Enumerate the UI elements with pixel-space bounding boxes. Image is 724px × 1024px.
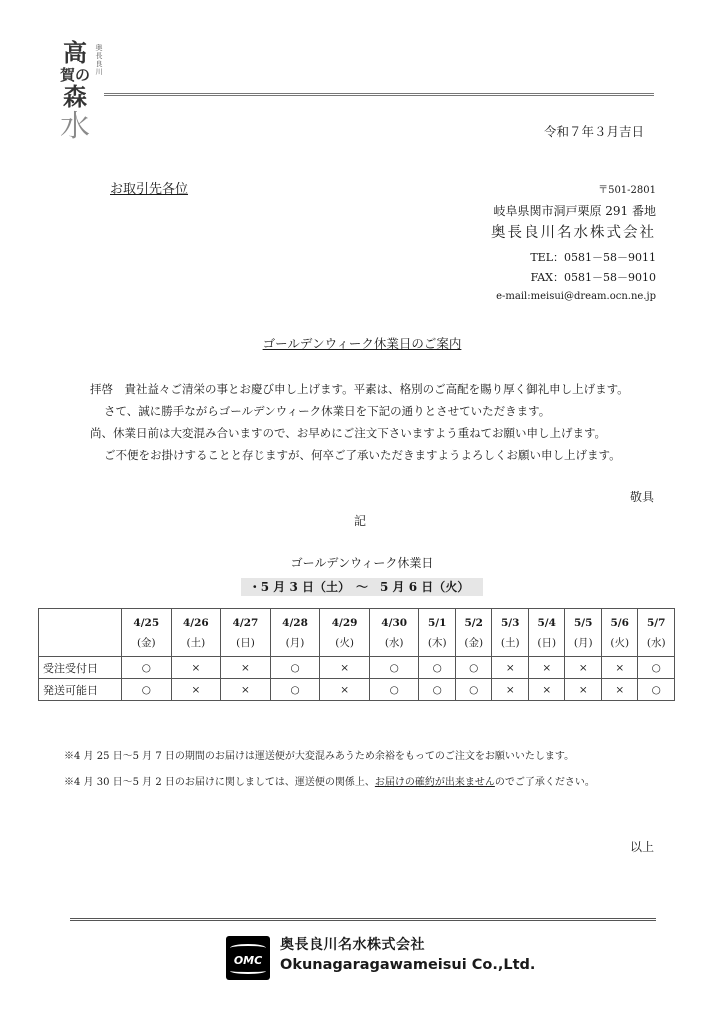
weekday-label: (木) xyxy=(427,636,447,649)
note-2-underlined: お届けの確約が出来ません xyxy=(374,777,495,788)
status-cell: × xyxy=(492,657,529,679)
logo-mark xyxy=(58,40,92,144)
sender-fax: FAX：0581－58－9010 xyxy=(530,270,656,284)
status-cell: × xyxy=(601,679,638,701)
status-cell: × xyxy=(601,657,638,679)
weekday-label: (土) xyxy=(186,636,206,649)
date-label: 4/30 xyxy=(381,616,408,629)
status-cell: ○ xyxy=(369,679,419,701)
weekday-label: (日) xyxy=(236,636,255,649)
status-cell: × xyxy=(221,657,271,679)
date-label: 4/25 xyxy=(133,616,160,629)
top-divider xyxy=(104,93,654,96)
weekday-label: (月) xyxy=(285,636,305,649)
table-corner-cell xyxy=(39,609,122,657)
weekday-label: (土) xyxy=(500,636,520,649)
weekday-label: (金) xyxy=(464,636,484,649)
status-cell: ○ xyxy=(419,679,456,701)
logo-wave-bottom xyxy=(230,968,266,974)
date-header xyxy=(369,609,419,657)
letter-subject xyxy=(0,334,724,352)
date-header xyxy=(419,609,456,657)
note-2 xyxy=(64,770,595,796)
omc-logo-text: OMC xyxy=(233,954,263,967)
logo-char-2: 賀の xyxy=(59,66,90,84)
sender-company: 奥長良川名水株式会社 xyxy=(491,225,656,241)
note-2-post: のでご了承ください。 xyxy=(494,777,595,788)
status-cell: × xyxy=(528,679,565,701)
status-cell: ○ xyxy=(638,679,675,701)
logo-char-4: 水 xyxy=(60,109,90,144)
status-cell: × xyxy=(171,679,221,701)
body-paragraph-4: ご不便をお掛けすることと存じますが、何卒ご了承いただきますようよろしくお願い申し上げます。 xyxy=(104,448,621,462)
holiday-title: ゴールデンウィーク休業日 xyxy=(290,556,434,570)
date-header xyxy=(492,609,529,657)
omc-logo xyxy=(226,936,270,980)
status-cell: ○ xyxy=(455,679,492,701)
body-paragraph-1: 拝啓 貴社益々ご清栄の事とお慶び申し上げます。平素は、格別のご高配を賜り厚く御礼申し上げます。 xyxy=(90,382,629,396)
logo-small-text: 奥長良川 xyxy=(95,44,103,76)
weekday-label: (火) xyxy=(335,636,354,649)
weekday-label: (水) xyxy=(384,636,404,649)
date-label: 4/26 xyxy=(182,616,209,629)
schedule-table xyxy=(38,608,675,701)
date-header xyxy=(320,609,370,657)
letter-date: 令和７年３月吉日 xyxy=(543,124,644,139)
status-cell: × xyxy=(320,679,370,701)
date-header xyxy=(171,609,221,657)
note-2-pre: ※4 月 30 日～5 月 2 日のお届けに関しましては、運送便の関係上、 xyxy=(64,777,375,788)
date-label: 4/29 xyxy=(331,616,358,629)
body-paragraph-3: 尚、休業日前は大変混み合いますので、お早めにご注文下さいますよう重ねてお願い申し上げます。 xyxy=(90,426,607,440)
date-header xyxy=(455,609,492,657)
letter-subject-text: ゴールデンウィーク休業日のご案内 xyxy=(262,336,462,351)
weekday-label: (水) xyxy=(646,636,666,649)
status-cell: ○ xyxy=(369,657,419,679)
letter-body xyxy=(90,378,670,466)
status-cell: ○ xyxy=(270,679,320,701)
logo-char-1: 高 xyxy=(63,38,87,67)
sender-postal: 〒501-2801 xyxy=(598,185,656,196)
date-label: 5/7 xyxy=(647,616,666,629)
letter-recipient: お取引先各位 xyxy=(110,182,189,197)
date-label: 5/6 xyxy=(610,616,629,629)
status-cell: × xyxy=(565,679,602,701)
weekday-label: (日) xyxy=(537,636,557,649)
date-label: 4/28 xyxy=(282,616,308,629)
company-logo xyxy=(58,38,103,144)
footer-company-jp: 奥長良川名水株式会社 xyxy=(280,937,425,953)
table-row-shipping xyxy=(39,679,675,701)
date-header xyxy=(528,609,565,657)
status-cell: ○ xyxy=(122,657,172,679)
sender-address: 岐阜県関市洞戸栗原 291 番地 xyxy=(493,204,656,218)
date-label: 5/5 xyxy=(573,616,593,629)
table-header-row xyxy=(39,609,675,657)
note-1: ※4 月 25 日～5 月 7 日の期間のお届けは運送便が大変混みあうため余裕をもってのご注文をお願いいたします。 xyxy=(64,751,575,762)
date-label: 5/3 xyxy=(500,616,520,629)
date-header xyxy=(122,609,172,657)
status-cell: ○ xyxy=(419,657,456,679)
weekday-label: (金) xyxy=(136,636,156,649)
date-header xyxy=(221,609,271,657)
status-cell: × xyxy=(492,679,529,701)
bottom-divider xyxy=(70,918,656,921)
date-label: 5/4 xyxy=(537,616,556,629)
sender-block xyxy=(491,186,656,311)
date-label: 5/1 xyxy=(427,616,447,629)
status-cell: × xyxy=(528,657,565,679)
closing-ijo: 以上 xyxy=(629,840,654,854)
holiday-range xyxy=(0,578,724,595)
date-header xyxy=(270,609,320,657)
date-label: 5/2 xyxy=(464,616,483,629)
weekday-label: (火) xyxy=(610,636,630,649)
ki-mark: 記 xyxy=(354,514,367,528)
date-header xyxy=(638,609,675,657)
status-cell: ○ xyxy=(270,657,320,679)
status-cell: ○ xyxy=(638,657,675,679)
closing-keigu: 敬具 xyxy=(629,490,654,504)
status-cell: × xyxy=(171,657,221,679)
date-header xyxy=(565,609,602,657)
weekday-label: (月) xyxy=(573,636,593,649)
logo-char-3: 森 xyxy=(63,82,87,111)
status-cell: ○ xyxy=(455,657,492,679)
status-cell: × xyxy=(320,657,370,679)
notes-block xyxy=(64,744,595,796)
body-paragraph-2: さて、誠に勝手ながらゴールデンウィーク休業日を下記の通りとさせていただきます。 xyxy=(104,404,551,418)
date-label: 4/27 xyxy=(232,616,259,629)
logo-wave-top xyxy=(230,944,266,952)
sender-email: e-mail:meisui@dream.ocn.ne.jp xyxy=(496,290,656,302)
status-cell: ○ xyxy=(122,679,172,701)
row-label: 受注受付日 xyxy=(39,657,122,679)
status-cell: × xyxy=(221,679,271,701)
date-header xyxy=(601,609,638,657)
table-row-order xyxy=(39,657,675,679)
holiday-range-text: ・5 月 3 日（土） ～ 5 月 6 日（火） xyxy=(241,578,483,596)
footer-company-en: Okunagaragawameisui Co.,Ltd. xyxy=(280,957,536,973)
row-label: 発送可能日 xyxy=(39,679,122,701)
status-cell: × xyxy=(565,657,602,679)
sender-tel: TEL：0581－58－9011 xyxy=(530,250,656,264)
